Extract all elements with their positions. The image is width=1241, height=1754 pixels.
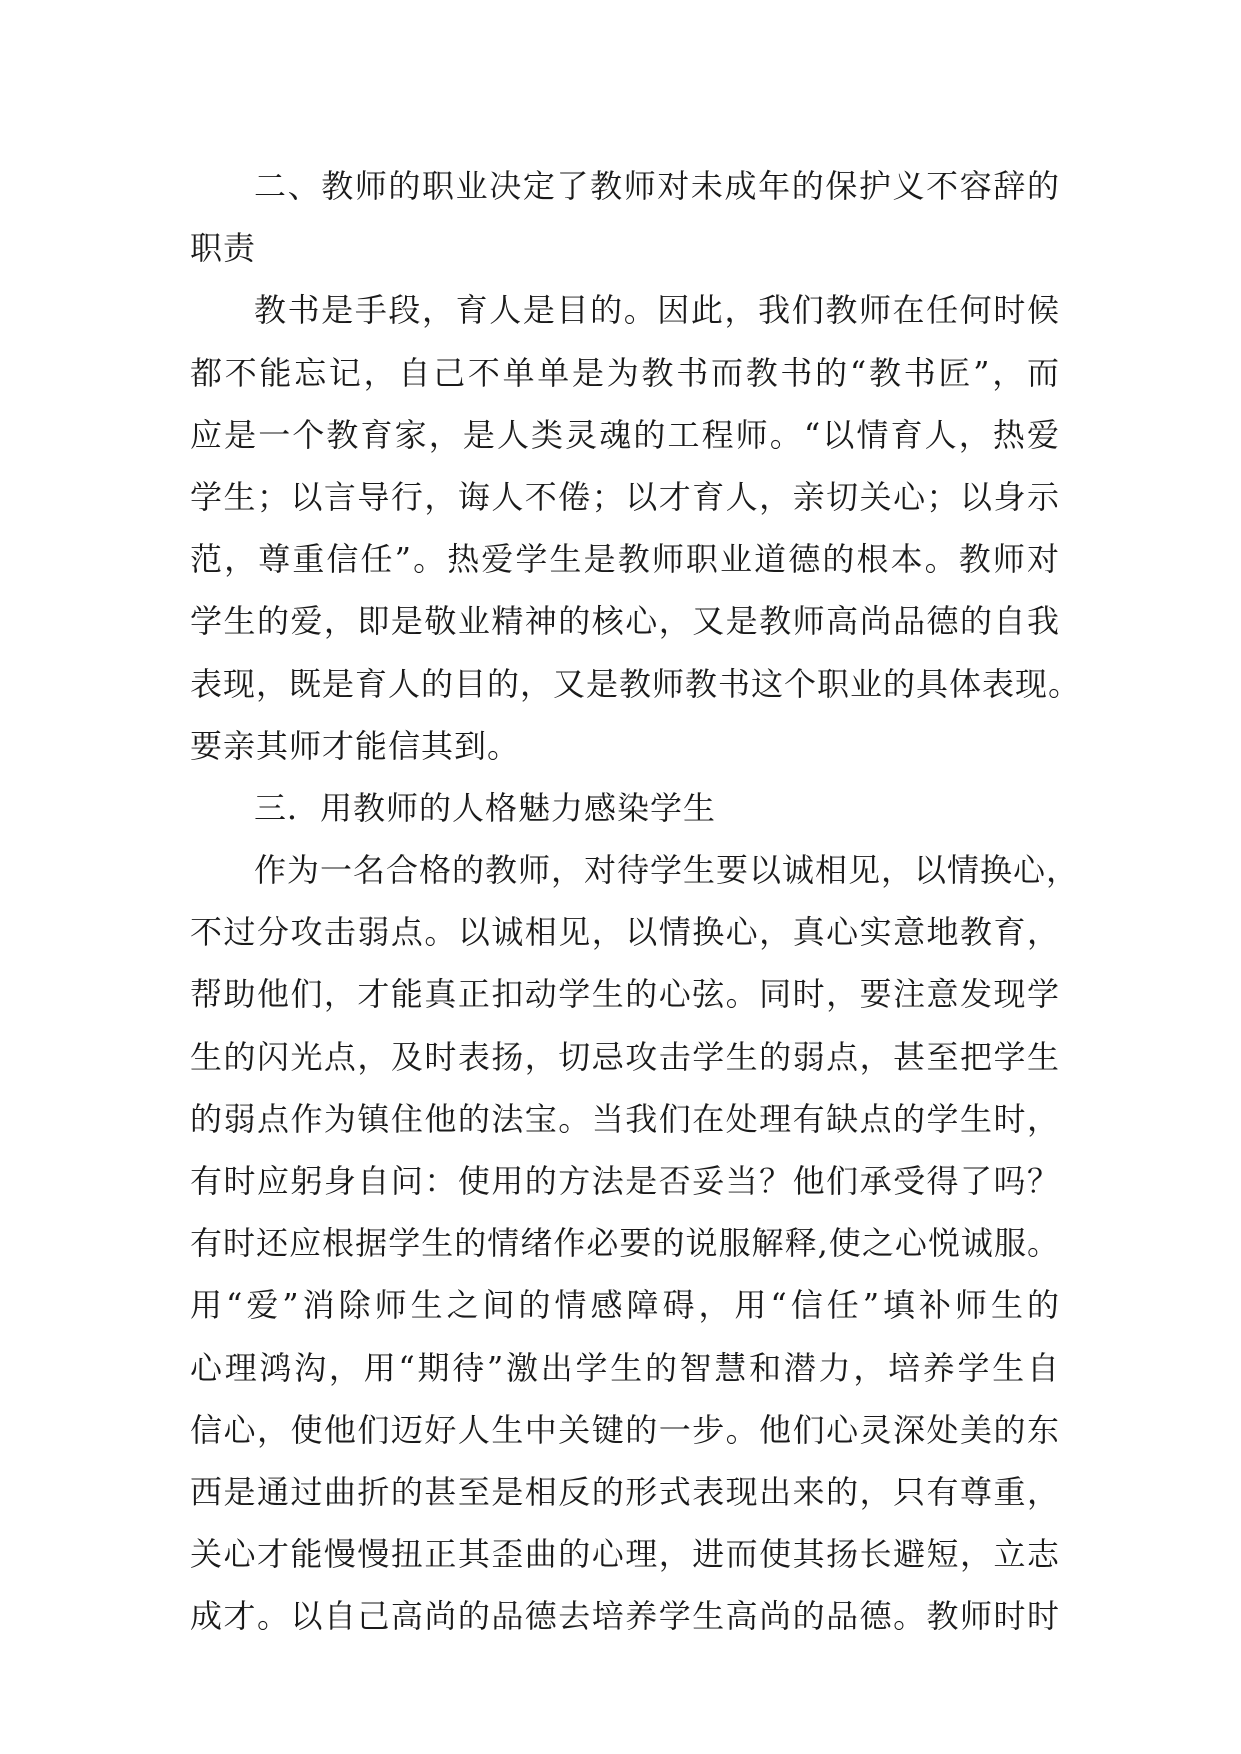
paragraph-line: 西是通过曲折的甚至是相反的形式表现出来的，只有尊重， [190, 1472, 1060, 1511]
paragraph-line: 帮助他们，才能真正扣动学生的心弦。同时，要注意发现学 [190, 975, 1060, 1014]
heading-section-two-continued: 职责 [190, 229, 257, 268]
heading-section-two: 二、教师的职业决定了教师对未成年的保护义不容辞的 [254, 167, 1060, 205]
body-text [190, 162, 1082, 1655]
paragraph-line: 教书是手段，育人是目的。因此，我们教师在任何时候 [254, 291, 1060, 330]
heading-section-three: 三．用教师的人格魅力感染学生 [254, 788, 717, 827]
paragraph-line: 关心才能慢慢扭正其歪曲的心理，进而使其扬长避短，立志 [190, 1535, 1060, 1574]
paragraph-line: 生的闪光点，及时表扬，切忌攻击学生的弱点，甚至把学生 [190, 1037, 1060, 1076]
paragraph-line: 表现，既是育人的目的，又是教师教书这个职业的具体表现。 [190, 664, 1082, 703]
paragraph-line: 都不能忘记，自己不单单是为教书而教书的“教书匠”，而 [190, 353, 1060, 392]
paragraph-line: 要亲其师才能信其到。 [190, 726, 521, 765]
paragraph-line: 信心，使他们迈好人生中关键的一步。他们心灵深处美的东 [190, 1410, 1060, 1449]
paragraph-line: 不过分攻击弱点。以诚相见，以情换心，真心实意地教育， [190, 913, 1060, 952]
paragraph-line: 范，尊重信任”。热爱学生是教师职业道德的根本。教师对 [190, 540, 1060, 579]
paragraph-line: 学生；以言导行，诲人不倦；以才育人，亲切关心；以身示 [190, 477, 1060, 516]
paragraph-line: 应是一个教育家，是人类灵魂的工程师。“以情育人，热爱 [190, 415, 1060, 454]
paragraph-line: 作为一名合格的教师，对待学生要以诚相见，以情换心， [254, 851, 1080, 890]
paragraph-line: 用“爱”消除师生之间的情感障碍，用“信任”填补师生的 [190, 1286, 1060, 1325]
paragraph-line: 学生的爱，即是敬业精神的核心，又是教师高尚品德的自我 [190, 602, 1060, 641]
paragraph-line: 的弱点作为镇住他的法宝。当我们在处理有缺点的学生时， [190, 1099, 1060, 1138]
paragraph-line: 有时应躬身自问：使用的方法是否妥当？他们承受得了吗？ [190, 1162, 1060, 1200]
paragraph-line: 成才。以自己高尚的品德去培养学生高尚的品德。教师时时 [190, 1597, 1060, 1636]
paragraph-line: 有时还应根据学生的情绪作必要的说服解释,使之心悦诚服。 [190, 1224, 1060, 1263]
paragraph-line: 心理鸿沟，用“期待”激出学生的智慧和潜力，培养学生自 [190, 1348, 1060, 1387]
